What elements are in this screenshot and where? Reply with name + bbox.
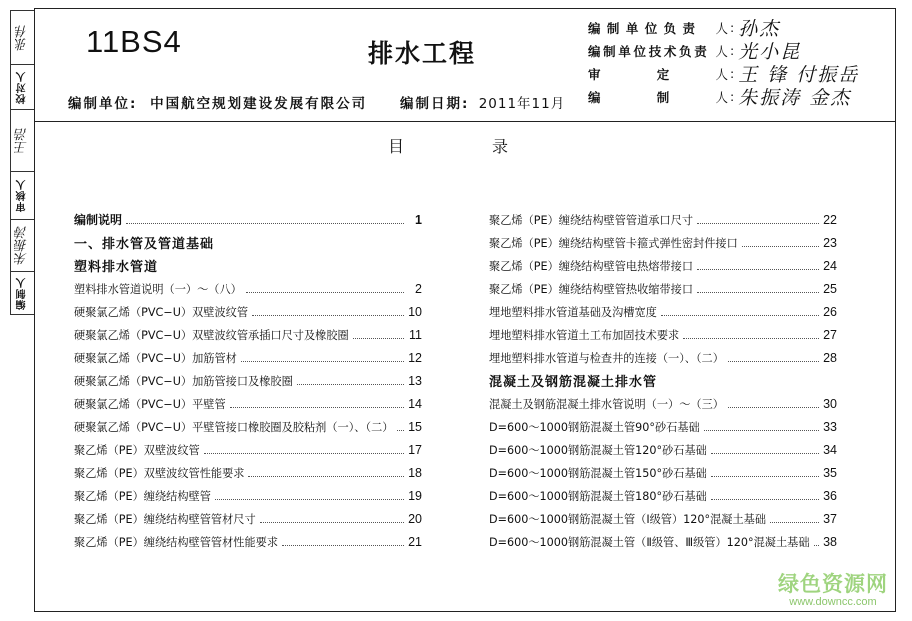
toc-entry[interactable] [74,438,422,461]
toc-entry[interactable] [74,484,422,507]
toc-leader-dots [282,544,404,546]
toc-entry[interactable] [74,530,422,553]
toc-page-number: 22 [823,212,837,227]
toc-entry[interactable] [74,461,422,484]
role-unit-head: 编 制 单 位 负 责 人 : 孙杰 [588,16,898,39]
toc-leader-dots [697,268,819,270]
toc-entry[interactable] [74,507,422,530]
toc-leader-dots [230,406,404,408]
toc-leader-dots [711,475,819,477]
compiling-date [400,92,565,112]
role-compiler: 编 制 人 : 朱振涛 金杰 [588,85,898,108]
toc-entry-title: 埋地塑料排水管道土工布加固技术要求 [489,328,680,342]
toc-entry-title: 塑料排水管道说明（一）～（八） [74,282,242,296]
toc-page-number: 35 [823,465,837,480]
toc-leader-dots [215,498,404,500]
toc-page-number: 23 [823,235,837,250]
toc-section-heading [74,254,422,277]
toc-leader-dots [397,429,404,431]
toc-entry[interactable] [489,461,837,484]
toc-entry-title: 聚乙烯（PE）缠绕结构壁管卡箍式弹性密封件接口 [489,236,738,250]
toc-leader-dots [728,360,819,362]
role-label: 审 定 人 [588,66,728,82]
toc-entry[interactable] [489,254,837,277]
toc-entry-title: 聚乙烯（PE）缠绕结构壁管管材性能要求 [74,535,279,549]
toc-page-number: 24 [823,258,837,273]
toc-page-number: 26 [823,304,837,319]
toc-entry-title: D=600～1000钢筋混凝土管（Ⅱ级管、Ⅲ级管）120°混凝土基础 [489,535,810,549]
toc-page-number: 13 [408,373,422,388]
atlas-code: 11BS4 [86,24,182,59]
toc-leader-dots [248,475,404,477]
watermark-site-name: 绿色资源网 [778,572,888,596]
toc-leader-dots [260,521,404,523]
toc-entry[interactable] [489,231,837,254]
toc-leader-dots [711,498,819,500]
toc-page-number: 14 [408,396,422,411]
watermark-url: www.downcc.com [789,596,877,608]
toc-page-number: 34 [823,442,837,457]
toc-page-number: 2 [415,281,422,296]
toc-page-number: 12 [408,350,422,365]
role-label: 编 制 单 位 负 责 人 [588,20,728,36]
toc-section-heading [489,369,837,392]
toc-entry-title: D=600～1000钢筋混凝土管（Ⅰ级管）120°混凝土基础 [489,512,767,526]
toc-entry[interactable] [489,392,837,415]
toc-leader-dots [297,383,404,385]
toc-entry-title: 硬聚氯乙烯（PVC−U）双壁波纹管承插口尺寸及橡胶圈 [74,328,349,342]
header-divider [34,121,896,122]
toc-entry-title: 硬聚氯乙烯（PVC−U）双壁波纹管 [74,305,249,319]
compiling-unit-value: 中国航空规划建设发展有限公司 [150,96,368,112]
toc-entry-title: 硬聚氯乙烯（PVC−U）平壁管 [74,397,226,411]
signature: 光小昆 [738,41,802,63]
toc-entry-title: 塑料排水管道 [74,260,159,275]
toc-entry[interactable] [489,323,837,346]
toc-page-number: 30 [823,396,837,411]
toc-entry-title: D=600～1000钢筋混凝土管150°砂石基础 [489,466,707,480]
toc-entry[interactable] [489,415,837,438]
compiling-unit [68,92,367,112]
toc-entry-title: 埋地塑料排水管道与检查井的连接（一）、（二） [489,351,724,365]
toc-entry[interactable] [74,300,422,323]
toc-leader-dots [246,291,404,293]
toc-entry[interactable] [489,208,837,231]
signature: 朱振涛 金杰 [738,87,852,109]
toc-leader-dots [704,429,819,431]
toc-page-number: 27 [823,327,837,342]
side-label-compiler: 编制人 [17,277,28,310]
toc-leader-dots [252,314,404,316]
toc-entry-title: 编制说明 [74,213,123,227]
toc-left-column [74,208,422,553]
toc-leader-dots [697,222,819,224]
toc-entry[interactable] [489,438,837,461]
toc-page-number: 21 [408,534,422,549]
toc-entry-title: D=600～1000钢筋混凝土管90°砂石基础 [489,420,700,434]
toc-leader-dots [814,544,819,546]
role-label: 编 制 人 [588,89,728,105]
toc-leader-dots [770,521,819,523]
toc-right-column [489,208,837,553]
responsibility-block [588,16,898,108]
side-label-reviewer: 审核人 [11,172,34,220]
toc-page-number: 10 [408,304,422,319]
toc-leader-dots [711,452,819,454]
toc-leader-dots [353,337,404,339]
toc-entry-title: 聚乙烯（PE）缠绕结构壁管电热熔带接口 [489,259,694,273]
toc-entry-title: 聚乙烯（PE）缠绕结构壁管管道承口尺寸 [489,213,694,227]
toc-entry-title: 埋地塑料排水管道基础及沟槽宽度 [489,305,657,319]
side-signature-1: 张伟 [11,11,34,65]
side-signature-strip [10,10,34,315]
toc-entry[interactable] [489,346,837,369]
page-title: 排水工程 [368,39,477,68]
toc-entry[interactable] [489,277,837,300]
toc-entry[interactable] [74,208,422,231]
toc-entry[interactable] [74,346,422,369]
side-signature-2: 王浩 [11,110,34,172]
compiling-unit-label: 编制单位: [68,96,138,112]
compiling-date-label: 编制日期: [400,96,470,112]
compiling-date-value: 2011年11月 [478,96,566,112]
toc-page-number: 17 [408,442,422,457]
toc-entry-title: 硬聚氯乙烯（PVC−U）加筋管接口及橡胶圈 [74,374,293,388]
role-label: 编 制 单 位 技 术 负 责 人 [588,43,728,59]
toc-leader-dots [661,314,819,316]
signature: 孙杰 [738,18,781,40]
toc-leader-dots [728,406,819,408]
toc-page-number: 33 [823,419,837,434]
toc-entry-title: D=600～1000钢筋混凝土管180°砂石基础 [489,489,707,503]
toc-entry[interactable] [489,484,837,507]
side-label-proofreader: 校对人 [11,65,34,110]
toc-page-number: 1 [415,212,422,227]
toc-entry-title: D=600～1000钢筋混凝土管120°砂石基础 [489,443,707,457]
role-technical-head: 编 制 单 位 技 术 负 责 人 : 光小昆 [588,39,898,62]
toc-page-number: 11 [409,327,422,342]
toc-entry[interactable] [489,507,837,530]
toc-entry[interactable] [74,323,422,346]
toc-entry-title: 一、排水管及管道基础 [74,237,215,252]
toc-section-heading [74,231,422,254]
toc-entry[interactable] [74,415,422,438]
toc-page-number: 36 [823,488,837,503]
toc-entry-title: 硬聚氯乙烯（PVC−U）平壁管接口橡胶圈及胶粘剂（一）、（二） [74,420,394,434]
side-signature-3: 朱振涛 [11,220,34,272]
toc-page-number: 18 [408,465,422,480]
toc-entry-title: 聚乙烯（PE）缠绕结构壁管 [74,489,211,503]
toc-leader-dots [742,245,819,247]
toc-entry-title: 聚乙烯（PE）缠绕结构壁管热收缩带接口 [489,282,694,296]
toc-entry-title: 聚乙烯（PE）双壁波纹管 [74,443,200,457]
toc-leader-dots [697,291,819,293]
toc-entry[interactable] [489,530,837,553]
toc-entry-title: 硬聚氯乙烯（PVC−U）加筋管材 [74,351,237,365]
toc-entry[interactable] [74,369,422,392]
toc-title: 目 录 [388,137,508,156]
watermark [778,568,888,608]
toc-leader-dots [683,337,819,339]
toc-page-number: 15 [408,419,422,434]
toc-page-number: 20 [408,511,422,526]
toc-page-number: 37 [823,511,837,526]
toc-entry[interactable] [74,277,422,300]
toc-entry-title: 混凝土及钢筋混凝土排水管说明（一）～（三） [489,397,724,411]
toc-page-number: 19 [408,488,422,503]
toc-page-number: 38 [823,534,837,549]
toc-entry-title: 聚乙烯（PE）双壁波纹管性能要求 [74,466,245,480]
toc-page-number: 28 [823,350,837,365]
toc-entry[interactable] [489,300,837,323]
toc-leader-dots [204,452,404,454]
toc-leader-dots [126,222,404,224]
role-approver: 审 定 人 : 王 锋 付振岳 [588,62,898,85]
toc-entry-title: 混凝土及钢筋混凝土排水管 [489,375,658,390]
signature: 王 锋 付振岳 [738,64,860,86]
toc-leader-dots [241,360,404,362]
toc-entry[interactable] [74,392,422,415]
toc-entry-title: 聚乙烯（PE）缠绕结构壁管管材尺寸 [74,512,256,526]
toc-page-number: 25 [823,281,837,296]
